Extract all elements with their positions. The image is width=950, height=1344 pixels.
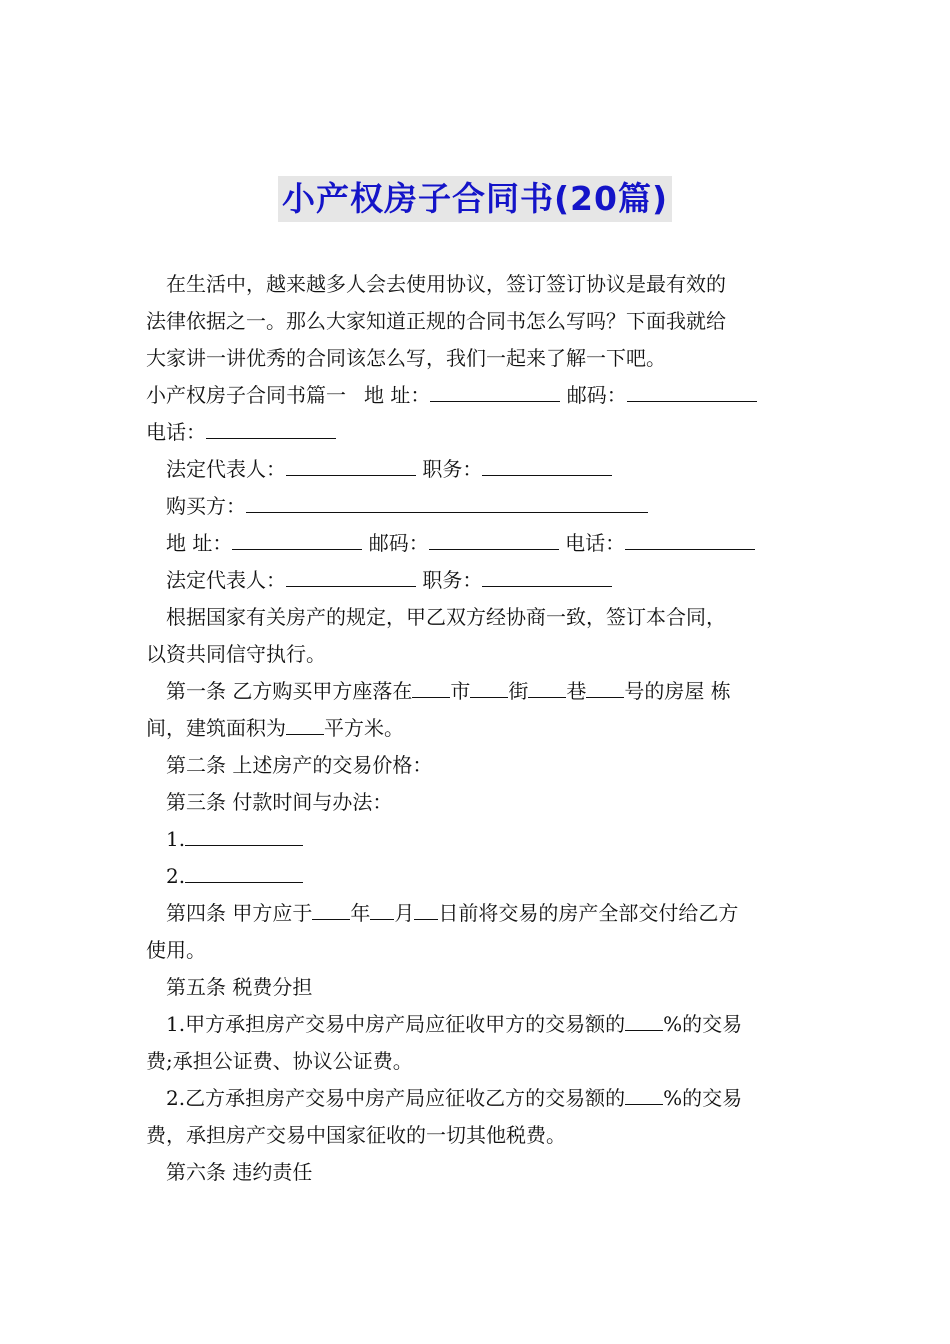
- postcode-blank[interactable]: [627, 381, 757, 402]
- payment-blank-2[interactable]: [185, 862, 303, 883]
- payment-item-2: [146, 858, 810, 895]
- year-blank[interactable]: [312, 899, 350, 920]
- rep-label: 法定代表人：: [166, 568, 286, 592]
- year-label: 年: [350, 901, 371, 925]
- month-label: 月: [394, 901, 415, 925]
- intro-line-3: 大家讲一讲优秀的合同该怎么写，我们一起来了解一下吧。: [146, 346, 666, 370]
- party-a-rep-line: [146, 451, 810, 488]
- article-4-line-1: [146, 895, 810, 932]
- city-label: 市: [450, 679, 471, 703]
- address-blank[interactable]: [430, 381, 560, 402]
- payment-blank-1[interactable]: [185, 825, 303, 846]
- postcode-blank[interactable]: [429, 529, 559, 550]
- party-a-line: [146, 377, 810, 414]
- tax-percent-blank-2[interactable]: [625, 1084, 663, 1105]
- tax-item-2-text: 2.乙方承担房产交易中房产局应征收乙方的交易额的: [166, 1086, 626, 1110]
- phone-blank[interactable]: [206, 418, 336, 439]
- tax-item-1-line-2: 费;承担公证费、协议公证费。: [146, 1049, 413, 1073]
- buyer-label: 购买方：: [166, 494, 246, 518]
- buyer-line: [146, 488, 810, 525]
- payment-item-1: [146, 821, 810, 858]
- tax-percent-label: %的交易: [663, 1012, 743, 1036]
- article-3-heading: 第三条 付款时间与办法：: [166, 790, 393, 814]
- address-label: 地 址：: [166, 531, 233, 555]
- tax-item-2-line-2: 费，承担房产交易中国家征收的一切其他税费。: [146, 1123, 566, 1147]
- rep-blank[interactable]: [286, 455, 416, 476]
- title-label: 职务：: [422, 568, 483, 592]
- title-blank[interactable]: [482, 455, 612, 476]
- party-b-address-line: [146, 525, 810, 562]
- postcode-label: 邮码：: [368, 531, 429, 555]
- item-number: 2.: [166, 864, 186, 888]
- article-4-text: 第四条 甲方应于: [166, 901, 313, 925]
- street-blank[interactable]: [470, 677, 508, 698]
- tax-item-1-line-1: [146, 1006, 810, 1043]
- street-label: 街: [508, 679, 529, 703]
- tax-percent-label: %的交易: [663, 1086, 743, 1110]
- document-body: [146, 266, 810, 1191]
- postcode-label: 邮码：: [566, 383, 627, 407]
- area-blank[interactable]: [286, 714, 324, 735]
- rep-blank[interactable]: [286, 566, 416, 587]
- item-number: 1.: [166, 827, 186, 851]
- phone-label: 电话：: [565, 531, 626, 555]
- article-1-text: 第一条 乙方购买甲方座落在: [166, 679, 413, 703]
- article-4-line-2: 使用。: [146, 938, 206, 962]
- lane-label: 巷: [566, 679, 587, 703]
- address-label: 地 址：: [364, 383, 431, 407]
- tax-item-2-line-1: [146, 1080, 810, 1117]
- buyer-blank[interactable]: [246, 492, 648, 513]
- preamble-line-2: 以资共同信守执行。: [146, 642, 326, 666]
- area-unit: 平方米。: [324, 716, 404, 740]
- lane-blank[interactable]: [528, 677, 566, 698]
- tax-percent-blank-1[interactable]: [625, 1010, 663, 1031]
- article-2: 第二条 上述房产的交易价格：: [166, 753, 433, 777]
- day-blank[interactable]: [414, 899, 438, 920]
- article-6: 第六条 违约责任: [166, 1160, 313, 1184]
- section-heading: 小产权房子合同书篇一: [146, 383, 346, 407]
- intro-line-1: 在生活中，越来越多人会去使用协议，签订签订协议是最有效的: [166, 272, 726, 296]
- title-blank[interactable]: [482, 566, 612, 587]
- document-title: 小产权房子合同书(20篇): [278, 176, 672, 222]
- title-container: [0, 176, 950, 222]
- number-label: 号的房屋 栋: [624, 679, 731, 703]
- month-blank[interactable]: [370, 899, 394, 920]
- area-label: 间，建筑面积为: [146, 716, 286, 740]
- city-blank[interactable]: [412, 677, 450, 698]
- phone-label: 电话：: [146, 420, 206, 444]
- article-5-heading: 第五条 税费分担: [166, 975, 313, 999]
- article-1-line-1: [146, 673, 810, 710]
- address-blank[interactable]: [232, 529, 362, 550]
- party-a-phone-line: [146, 414, 810, 451]
- article-1-line-2: [146, 710, 810, 747]
- tax-item-1-text: 1.甲方承担房产交易中房产局应征收甲方的交易额的: [166, 1012, 626, 1036]
- preamble-line-1: 根据国家有关房产的规定，甲乙双方经协商一致，签订本合同，: [166, 605, 726, 629]
- party-b-rep-line: [146, 562, 810, 599]
- phone-blank[interactable]: [625, 529, 755, 550]
- rep-label: 法定代表人：: [166, 457, 286, 481]
- number-blank[interactable]: [586, 677, 624, 698]
- title-label: 职务：: [422, 457, 483, 481]
- intro-line-2: 法律依据之一。那么大家知道正规的合同书怎么写吗？下面我就给: [146, 309, 726, 333]
- article-4-text-end: 日前将交易的房产全部交付给乙方: [438, 901, 739, 925]
